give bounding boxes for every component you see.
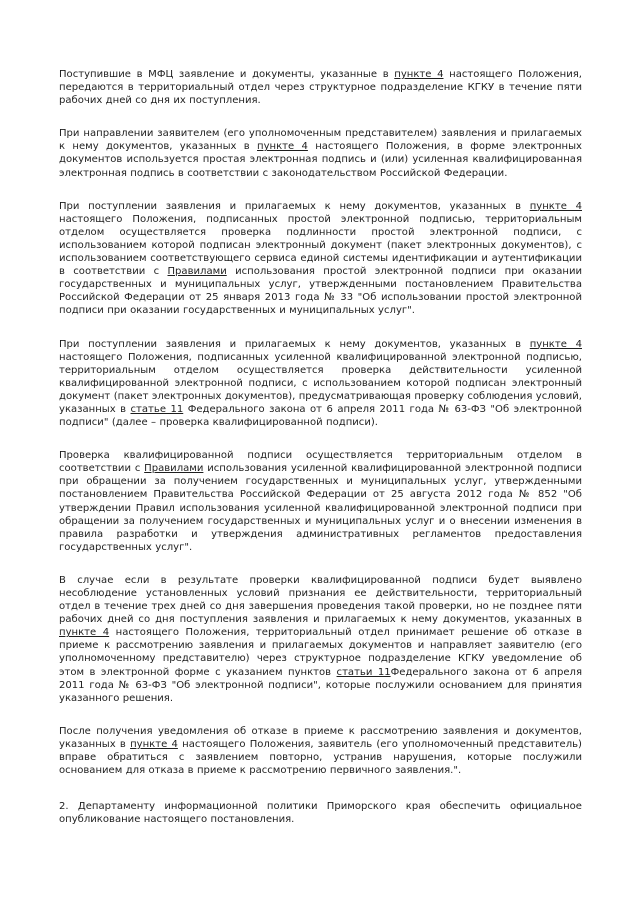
paragraph-text: Федерального закона от 6 апреля 2011 года № 63-ФЗ "Об электронной подписи", которые послужили основанием для принятия указанного решения. bbox=[59, 666, 582, 704]
paragraph-text: При поступлении заявления и прилагаемых к нему документов, указанных в bbox=[59, 200, 530, 212]
paragraph-text: После получения уведомления об отказе в приеме к рассмотрению заявления и документов, указанных в bbox=[59, 725, 582, 750]
paragraph-text: В случае если в результате проверки квалифицированной подписи будет выявлено несоблюдение установленных условий признания ее действительности, территориальный отдел в течение трех дней со дня завершения проведения такой проверки, но не позднее пяти рабочих дней со дня поступления заявления и прилагаемых к нему документов, указанных в bbox=[59, 574, 582, 626]
paragraph-electronic-signature bbox=[59, 127, 582, 179]
document-reference-link[interactable]: пункте 4 bbox=[257, 141, 308, 153]
paragraph-mfc-transfer bbox=[59, 68, 582, 107]
document-reference-link[interactable]: Правилами bbox=[167, 266, 227, 278]
paragraph-refusal-case bbox=[59, 574, 582, 705]
document-reference-link[interactable]: пункте 4 bbox=[394, 69, 444, 80]
paragraph-text: Федерального закона от 6 апреля 2011 года № 63-ФЗ "Об электронной подписи" (далее – проверка квалифицированной подписи). bbox=[59, 403, 582, 429]
document-reference-link[interactable]: пункте 4 bbox=[59, 627, 110, 639]
paragraph-text: 2. Департаменту информационной политики Приморского края обеспечить официальное опубликование настоящего постановления. bbox=[59, 801, 582, 826]
paragraph-text: настоящего Положения, подписанных усиленной квалифицированной электронной подписью, территориальным отделом осуществляется проверка действительности усиленной квалифицированной электронной подписи, с использованием которой подписан электронный документ (пакет электронных документов), предусматривающая проверку соблюдения условий, указанных в bbox=[59, 351, 582, 415]
paragraph-text: настоящего Положения, в форме электронных документов используется простая электронная подпись и (или) усиленная квалифицированная электронная подпись в соответствии с законодательством Российской Федерации. bbox=[59, 141, 582, 179]
paragraph-text: настоящего Положения, подписанных простой электронной подписью, территориальным отделом осуществляется проверка подлинности простой электронной подписи, с использованием которой подписан электронный документ (пакет электронных документов), с использованием соответствующего сервиса единой системы идентификации и аутентификации в соответствии с bbox=[59, 213, 582, 278]
document-reference-link[interactable]: Правилами bbox=[144, 463, 204, 475]
document-reference-link[interactable]: пункте 4 bbox=[529, 338, 582, 350]
paragraph-qualified-signature-check bbox=[59, 338, 582, 430]
paragraph-repeat-application bbox=[59, 725, 582, 777]
paragraph-text: настоящего Положения, заявитель (его уполномоченный представитель) вправе обратиться с заявлением повторно, устранив нарушения, которые послужили основанием для отказа в приеме к рассмотрению первичного заявления.". bbox=[59, 738, 582, 777]
paragraph-text: настоящего Положения, территориальный отдел принимает решение об отказе в приеме к рассмотрению заявления и прилагаемых документов и направляет заявителю (его уполномоченному представителю) через структурное подразделение КГКУ уведомление об этом в электронной форме с указанием пунктов bbox=[59, 627, 582, 678]
document-reference-link[interactable]: пункте 4 bbox=[130, 738, 178, 750]
paragraph-text: Проверка квалифицированной подписи осуществляется территориальным отделом в соответствии с bbox=[59, 450, 582, 475]
paragraph-publication-order bbox=[59, 800, 582, 826]
paragraph-text: При направлении заявителем (его уполномоченным представителем) заявления и прилагаемых к нему документов, указанных в bbox=[59, 128, 582, 153]
document-reference-link[interactable]: статьи 11 bbox=[336, 666, 391, 678]
document-reference-link[interactable]: пункте 4 bbox=[529, 200, 582, 212]
paragraph-qualified-check-rules bbox=[59, 449, 582, 554]
document-reference-link[interactable]: статье 11 bbox=[130, 403, 184, 415]
paragraph-text: использования усиленной квалифицированной электронной подписи при обращении за получением государственных и муниципальных услуг, утвержденными постановлением Правительства Российской Федерации от 25 августа 2012 года № 852 "Об утверждении Правил использования усиленной квалифицированной электронной подписи при обращении за получением государственных и муниципальных услуг и о внесении изменения в правила разработки и утверждения административных регламентов предоставления государственных услуг". bbox=[59, 463, 582, 553]
paragraph-simple-signature-check bbox=[59, 200, 582, 318]
paragraph-text: использования простой электронной подписи при оказании государственных и муниципальных услуг, утвержденными постановлением Правительства Российской Федерации от 25 января 2013 года № 33 "Об использовании простой электронной подписи при оказании государственных и муниципальных услуг". bbox=[59, 266, 582, 317]
paragraph-text: Поступившие в МФЦ заявление и документы, указанные в bbox=[59, 69, 395, 80]
paragraph-text: настоящего Положения, передаются в территориальный отдел через структурное подразделение КГКУ в течение пяти рабочих дней со дня их поступления. bbox=[59, 69, 582, 107]
paragraph-text: При поступлении заявления и прилагаемых к нему документов, указанных в bbox=[59, 338, 530, 350]
